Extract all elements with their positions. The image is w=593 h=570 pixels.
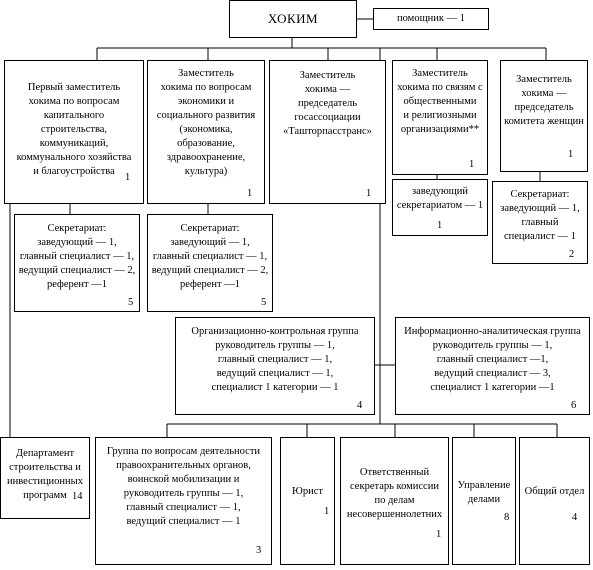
deputy-text: Заместитель хокима — председатель госассоциации «Таштоpпасстранс» [283, 70, 372, 137]
bottom-count: 3 [256, 545, 262, 556]
law-enforcement-group-box [95, 437, 272, 565]
deputy-count: 1 [568, 149, 574, 160]
org-control-group-box [175, 317, 375, 415]
deputy-count: 1 [247, 188, 253, 199]
juvenile-commission-box [340, 437, 449, 565]
secretariat-text: заведующий секретариатом — 1 [396, 186, 484, 211]
secretariat-text: Секретариат: заведующий — 1, главный специалист — 1 [500, 189, 580, 242]
hokim-box [229, 0, 357, 38]
secretariat-box-4 [492, 181, 588, 264]
bottom-count: 1 [436, 529, 442, 540]
deputy-box-3 [269, 60, 386, 204]
deputy-count: 1 [366, 188, 372, 199]
secretariat-box-1 [14, 214, 140, 312]
deputy-text: Первый заместитель хокима по вопросам капитального строительства, коммуникаций, коммунального хозяйства и благоустройства [16, 82, 132, 177]
bottom-count: 8 [504, 512, 510, 523]
assistant-label: помощник — 1 [397, 13, 465, 24]
deputy-box-2 [147, 60, 265, 204]
secretariat-count: 1 [437, 220, 443, 231]
lawyer-box [280, 437, 335, 565]
bottom-count: 1 [324, 506, 330, 517]
secretariat-box-2 [147, 214, 273, 312]
secretariat-text: Секретариат: заведующий — 1, главный специалист — 1, ведущий специалист — 2, референт —1 [151, 223, 269, 290]
bottom-text: Управление делами [457, 480, 511, 505]
bottom-text: Юрист [292, 486, 323, 497]
bottom-text: Группа по вопросам деятельности правоохранительных органов, воинской мобилизации и руководитель группы — 1, главный специалист — 1, ведущий специалист — 1 [106, 446, 261, 527]
secretariat-count: 5 [261, 297, 267, 308]
deputy-text: Заместитель хокима по вопросам экономики и социального развития (экономика, образование, здравоохранение, культура) [156, 68, 256, 177]
bottom-text: Общий отдел [524, 486, 585, 497]
secretariat-text: Секретариат: заведующий — 1, главный специалист — 1, ведущий специалист — 2, референт —1 [18, 223, 136, 290]
bottom-text: Ответственный секретарь комиссии по делам несовершеннолетних [346, 467, 443, 520]
deputy-count: 1 [469, 159, 475, 170]
secretariat-count: 5 [128, 297, 134, 308]
deputy-text: Заместитель хокима по связям с общественными и религиозными организациями** [397, 68, 483, 135]
assistant-box [373, 8, 489, 30]
general-department-box [519, 437, 590, 565]
deputy-box-5 [500, 60, 588, 172]
secretariat-count: 2 [569, 249, 575, 260]
bottom-text: Департамент строительства и инвестиционных программ [7, 448, 83, 501]
affairs-department-box [452, 437, 516, 565]
secretariat-box-3 [392, 179, 488, 236]
deputy-count: 1 [125, 172, 131, 183]
hokim-title: ХОКИМ [267, 11, 319, 26]
deputy-box-1 [4, 60, 144, 204]
deputy-text: Заместитель хокима — председатель комитета женщин [504, 74, 584, 127]
bottom-count: 4 [572, 512, 578, 523]
info-analytic-group-box [395, 317, 590, 415]
group-text: Организационно-контрольная группа руководитель группы — 1, главный специалист — 1, ведущий специалист — 1, специалист 1 категории — 1 [191, 326, 359, 393]
group-count: 6 [571, 400, 577, 411]
group-text: Информационно-аналитическая группа руководитель группы — 1, главный специалист —1, ведущий специалист — 3, специалист 1 категории —1 [404, 326, 581, 393]
deputy-box-4 [392, 60, 488, 175]
construction-department-box [0, 437, 90, 519]
bottom-count: 14 [72, 491, 83, 502]
group-count: 4 [357, 400, 363, 411]
